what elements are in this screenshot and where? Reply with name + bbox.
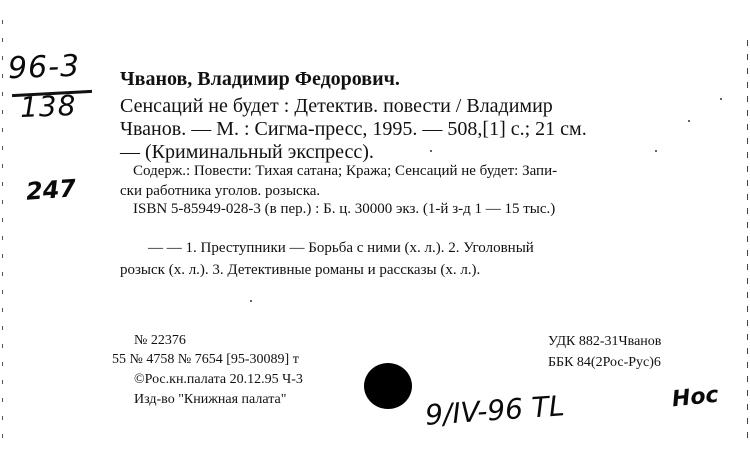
card-number: № 22376 (134, 333, 186, 348)
title-line-3: — (Криминальный экспресс). (120, 141, 374, 163)
handwritten-date: 9/IV-96 TL (424, 389, 566, 432)
handwritten-initials: Hoc (670, 382, 720, 413)
contents-line-1: Содерж.: Повести: Тихая сатана; Кража; Сенсаций не будет: Запи- (133, 163, 558, 179)
book-chamber-line: ©Рос.кн.палата 20.12.95 Ч-3 (134, 372, 303, 387)
shelfmark-top: 96-3 (7, 48, 81, 87)
paper-speck (688, 120, 690, 122)
shelfmark-bottom: 138 (19, 89, 78, 124)
title-line-2: Чванов. — М. : Сигма-пресс, 1995. — 508,[1] с.; 21 см. (120, 118, 587, 140)
card-edge-left (2, 20, 3, 440)
isbn-line: ISBN 5-85949-028-3 (в пер.) : Б. ц. 30000 экз. (1-й з-д 1 — 15 тыс.) (133, 201, 556, 217)
subjects-line-2: розыск (х. л.). 3. Детективные романы и рассказы (х. л.). (120, 262, 481, 278)
title-line-1: Сенсаций не будет : Детектив. повести / Владимир (120, 95, 553, 117)
order-line: 55 № 4758 № 7654 [95-30089] т (112, 352, 299, 367)
author-heading: Чванов, Владимир Федорович. (120, 68, 400, 90)
publisher-line: Изд-во "Книжная палата" (134, 392, 287, 407)
card-edge-right (747, 40, 748, 440)
ink-stamp-blot (364, 363, 412, 409)
paper-speck (250, 300, 252, 302)
paper-speck (430, 150, 432, 152)
margin-note: 247 (25, 174, 78, 206)
contents-line-2: ски работника уголов. розыска. (120, 183, 321, 199)
paper-speck (655, 150, 657, 152)
bbk-code: ББК 84(2Рос-Рус)6 (548, 355, 661, 370)
udk-code: УДК 882-31Чванов (548, 334, 662, 349)
paper-speck (720, 98, 722, 100)
subjects-line-1: — — 1. Преступники — Борьба с ними (х. л.). 2. Уголовный (148, 240, 534, 256)
